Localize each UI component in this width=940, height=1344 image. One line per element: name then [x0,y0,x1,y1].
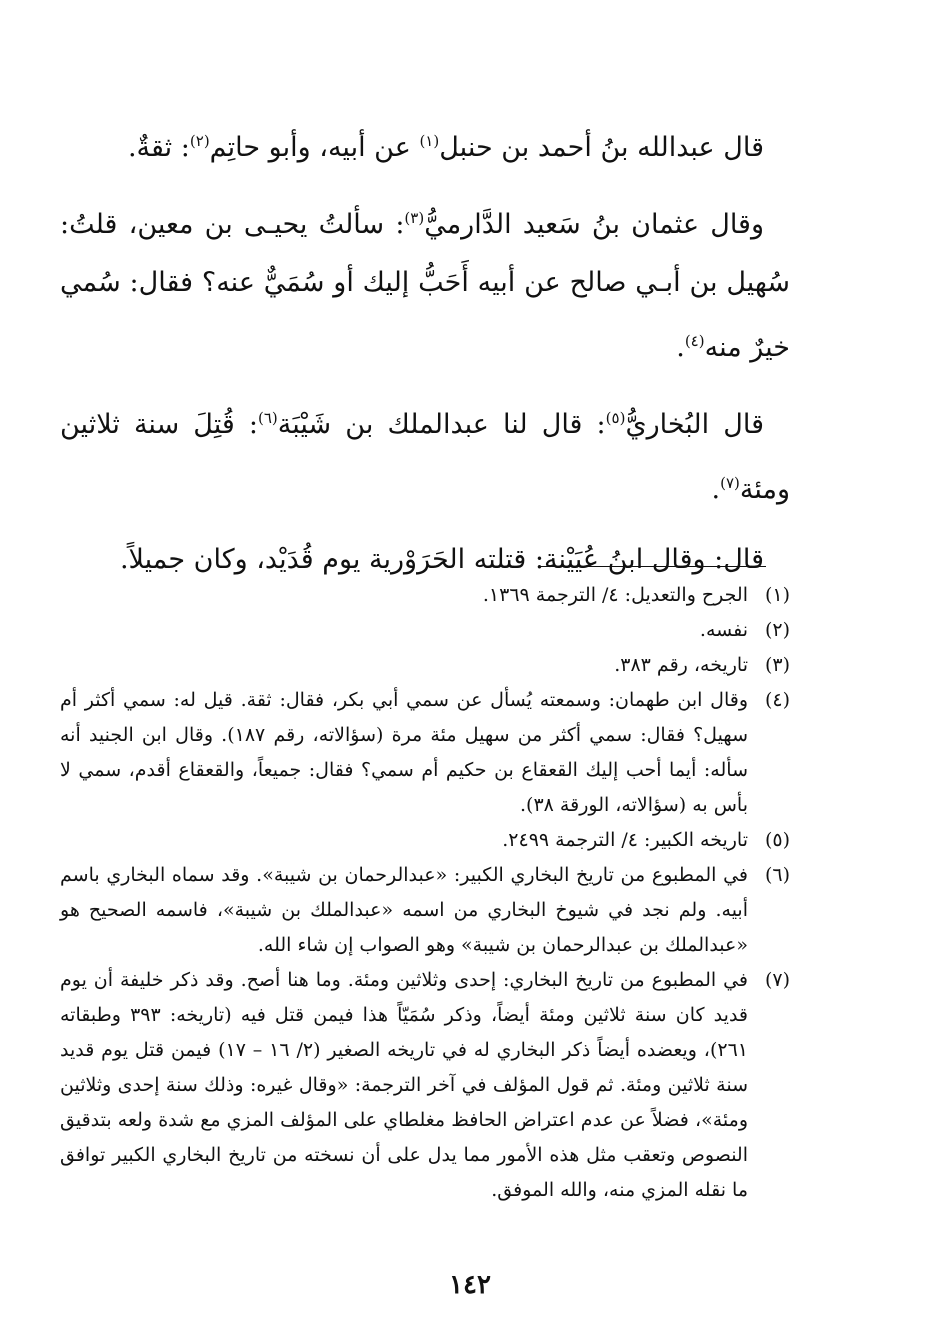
footnote-text: الجرح والتعديل: ٤/ الترجمة ١٣٦٩. [482,584,748,606]
footnote-number: (٦) [764,864,790,886]
footnote-5 [60,823,790,858]
footnote-3 [60,648,790,683]
paragraph-3-text-d: . [711,474,721,505]
footnote-7 [60,963,790,1208]
footnote-ref-4: (٤) [684,332,705,350]
footnote-ref-6: (٦) [258,409,278,427]
footnote-text: تاريخه الكبير: ٤/ الترجمة ٢٤٩٩. [502,829,748,851]
footnote-4 [60,683,790,823]
footnote-ref-5: (٥) [605,409,626,427]
footnote-text: نفسه. [699,619,748,641]
footnote-2 [60,613,790,648]
footnotes [60,578,790,1208]
paragraph-2 [60,189,790,377]
paragraph-3-text: قال البُخاريُّ [625,409,764,440]
paragraph-3-text-b: : قال لنا عبدالملك بن شَيْبَة [277,409,606,440]
footnote-number: (٥) [764,829,790,851]
footnote-1 [60,578,790,613]
paragraph-1 [60,112,790,177]
footnote-text: في المطبوع من تاريخ البخاري: إحدى وثلاثين ومئة. وما هنا أصح. وقد ذكر خليفة أن يوم قديد كان سنة ثلاثين ومئة أيضاً، وذكر سُمَيّاً هذا فيمن قتل فيه (تاريخه: ٣٩٣ وطبقاته ٢٦١)، ويعضده أيضاً ذكر البخاري له في تاريخه الصغير (٢/ ١٦ – ١٧) فيمن قتل يوم قديد سنة ثلاثين ومئة. ثم قول المؤلف في آخر الترجمة: «وقال غيره: وذلك سنة إحدى وثلاثين ومئة»، فضلاً عن عدم اعتراض الحافظ مغلطاي على المؤلف المزي مع شدة ولعه بتدقيق النصوص وتعقب مثل هذه الأمور مما يدل على أن نسخته من تاريخ البخاري الكبير توافق ما نقله المزي منه، والله الموفق. [60,969,748,1201]
paragraph-3-text-c: : قُتِلَ سنة ثلاثين ومئة [60,409,790,505]
paragraph-1-text-b: عن أبيه، وأبو حاتِم [209,132,420,163]
paragraph-1-text-c: : ثقةٌ. [127,132,190,163]
footnote-6 [60,858,790,963]
footnote-ref-1: (١) [419,132,440,150]
footnote-separator [538,566,766,567]
footnote-ref-7: (٧) [720,474,740,492]
footnote-number: (٤) [764,689,790,711]
footnote-number: (١) [764,584,790,606]
footnote-number: (٣) [764,654,790,676]
footnote-number: (٢) [764,619,790,641]
paragraph-2-text-b: : سألتُ يحيـى بن معين، قلتُ: سُهيل بن أبـي صالح عن أبيه أَحَبُّ إليك أو سُمَيٌّ عنه؟ فقال: سُمي خيرٌ منه [60,209,790,363]
main-text [60,112,790,589]
footnote-ref-2: (٢) [189,132,210,150]
paragraph-4-text: قال: وقال ابنُ عُيَيْنة: قتلته الحَرَوْرية يوم قُدَيْد، وكان جميلاً. [119,544,764,575]
footnote-number: (٧) [764,969,790,991]
paragraph-2-text-c: . [676,332,685,363]
paragraph-2-text: وقال عثمان بنُ سَعيد الدَّارميُّ [424,209,764,240]
paragraph-1-text: قال عبدالله بنُ أحمد بن حنبل [439,132,764,163]
footnote-text: تاريخه، رقم ٣٨٣. [614,654,748,676]
footnote-text: وقال ابن طهمان: وسمعته يُسأل عن سمي أبي بكر، فقال: ثقة. قيل له: سمي أكثر أم سهيل؟ فقال: سمي أكثر من سهيل مئة مرة (سؤالاته، رقم ١٨٧). وقال ابن الجنيد أنه سأله: أيما أحب إليك القعقاع بن حكيم أم سمي؟ فقال: جميعاً، والقعقاع أقدم، سمي لا بأس به (سؤالاته، الورقة ٣٨). [60,689,748,816]
footnote-text: في المطبوع من تاريخ البخاري الكبير: «عبدالرحمان بن شيبة». وقد سماه البخاري باسم أبيه. ولم نجد في شيوخ البخاري من اسمه «عبدالملك بن شيبة»، فاسمه الصحيح هو «عبدالملك بن عبدالرحمان بن شيبة» وهو الصواب إن شاء الله. [60,864,748,956]
page-number: ١٤٢ [449,1270,491,1300]
paragraph-3 [60,389,790,519]
footnote-ref-3: (٣) [404,209,425,227]
